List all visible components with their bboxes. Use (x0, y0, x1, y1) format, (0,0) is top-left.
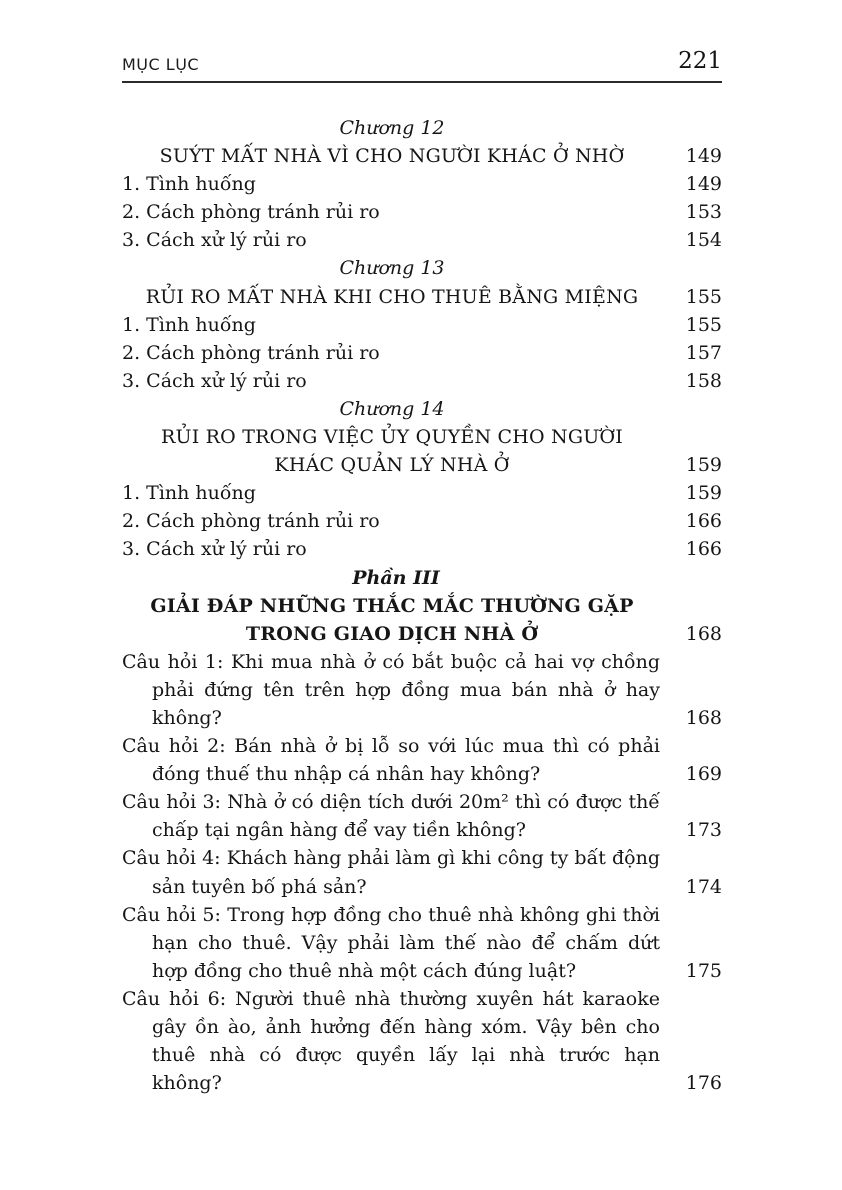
question-page: 169 (685, 763, 722, 786)
chapter-14-label: Chương 14 (339, 397, 445, 420)
running-title: MỤC LỤC (122, 55, 200, 74)
entry-page: 157 (685, 341, 722, 364)
question-page: 174 (685, 875, 722, 898)
part-3-label: Phần III (352, 566, 440, 589)
entry-page: 159 (685, 482, 722, 505)
question-text: Câu hỏi 5: Trong hợp đồng cho thuê nhà không ghi thời hạn cho thuê. Vậy phải làm thế nào để chấm dứt hợp đồng cho thuê nhà một cách đúng luật? (122, 903, 660, 982)
part-3-title-row-2 (122, 620, 722, 648)
question-text: Câu hỏi 4: Khách hàng phải làm gì khi công ty bất động sản tuyên bố phá sản? (122, 847, 660, 898)
chapter-13-label: Chương 13 (339, 257, 445, 280)
chapter-13-title: RỦI RO MẤT NHÀ KHI CHO THUÊ BẰNG MIỆNG (145, 285, 639, 308)
toc-entry (122, 367, 722, 395)
question-page: 176 (685, 1072, 722, 1095)
toc-question (122, 788, 722, 844)
entry-label: 2. Cách phòng tránh rủi ro (122, 201, 380, 224)
chapter-13-title-row (122, 283, 722, 311)
question-page: 168 (685, 706, 722, 729)
entry-label: 2. Cách phòng tránh rủi ro (122, 341, 380, 364)
chapter-12-title-row (122, 142, 722, 170)
question-page: 175 (685, 959, 722, 982)
part-3-page: 168 (685, 622, 722, 645)
entry-page: 149 (685, 173, 722, 196)
page-header (122, 48, 722, 83)
chapter-14-page: 159 (685, 454, 722, 477)
entry-label: 2. Cách phòng tránh rủi ro (122, 510, 380, 533)
chapter-14-title-row-1 (122, 423, 722, 451)
toc-content (122, 114, 722, 1097)
toc-entry (122, 170, 722, 198)
toc-entry (122, 535, 722, 563)
chapter-12-title: SUÝT MẤT NHÀ VÌ CHO NGƯỜI KHÁC Ở NHỜ (159, 145, 625, 168)
entry-page: 166 (685, 538, 722, 561)
toc-question (122, 732, 722, 788)
question-page: 173 (685, 819, 722, 842)
entry-label: 1. Tình huống (122, 173, 256, 196)
chapter-14-title-line1: RỦI RO TRONG VIỆC ỦY QUYỀN CHO NGƯỜI (161, 426, 623, 449)
question-text: Câu hỏi 6: Người thuê nhà thường xuyên hát karaoke gây ồn ào, ảnh hưởng đến hàng xóm. Vậy bên cho thuê nhà có được quyền lấy lại nhà trước hạn không? (122, 987, 660, 1095)
chapter-12-label: Chương 12 (339, 117, 445, 139)
part-3-title-line1: GIẢI ĐÁP NHỮNG THẮC MẮC THƯỜNG GẶP (150, 594, 634, 617)
toc-entry (122, 311, 722, 339)
chapter-14-title-line2: KHÁC QUẢN LÝ NHÀ Ở (274, 454, 510, 477)
toc-question (122, 844, 722, 900)
toc-entry (122, 479, 722, 507)
part-3-title-row-1 (122, 592, 722, 620)
entry-label: 1. Tình huống (122, 482, 256, 505)
entry-page: 154 (685, 229, 722, 252)
entry-label: 3. Cách xử lý rủi ro (122, 229, 307, 252)
chapter-12-page: 149 (685, 145, 722, 168)
entry-page: 166 (685, 510, 722, 533)
question-text: Câu hỏi 3: Nhà ở có diện tích dưới 20m² thì có được thế chấp tại ngân hàng để vay tiền không? (122, 791, 660, 842)
chapter-14-title-row-2 (122, 451, 722, 479)
toc-entry (122, 226, 722, 254)
chapter-13-page: 155 (685, 285, 722, 308)
toc-entry (122, 339, 722, 367)
part-3-title-line2: TRONG GIAO DỊCH NHÀ Ở (245, 622, 539, 645)
toc-entry (122, 198, 722, 226)
folio-page-number: 221 (678, 48, 722, 74)
entry-page: 158 (685, 369, 722, 392)
entry-label: 3. Cách xử lý rủi ro (122, 538, 307, 561)
question-text: Câu hỏi 1: Khi mua nhà ở có bắt buộc cả hai vợ chồng phải đứng tên trên hợp đồng mua bán nhà ở hay không? (122, 650, 660, 729)
entry-label: 1. Tình huống (122, 313, 256, 336)
toc-entry (122, 507, 722, 535)
entry-page: 155 (685, 313, 722, 336)
question-text: Câu hỏi 2: Bán nhà ở bị lỗ so với lúc mua thì có phải đóng thuế thu nhập cá nhân hay không? (122, 735, 660, 786)
toc-question (122, 648, 722, 732)
entry-label: 3. Cách xử lý rủi ro (122, 369, 307, 392)
entry-page: 153 (685, 201, 722, 224)
toc-question (122, 985, 722, 1097)
toc-question (122, 901, 722, 985)
